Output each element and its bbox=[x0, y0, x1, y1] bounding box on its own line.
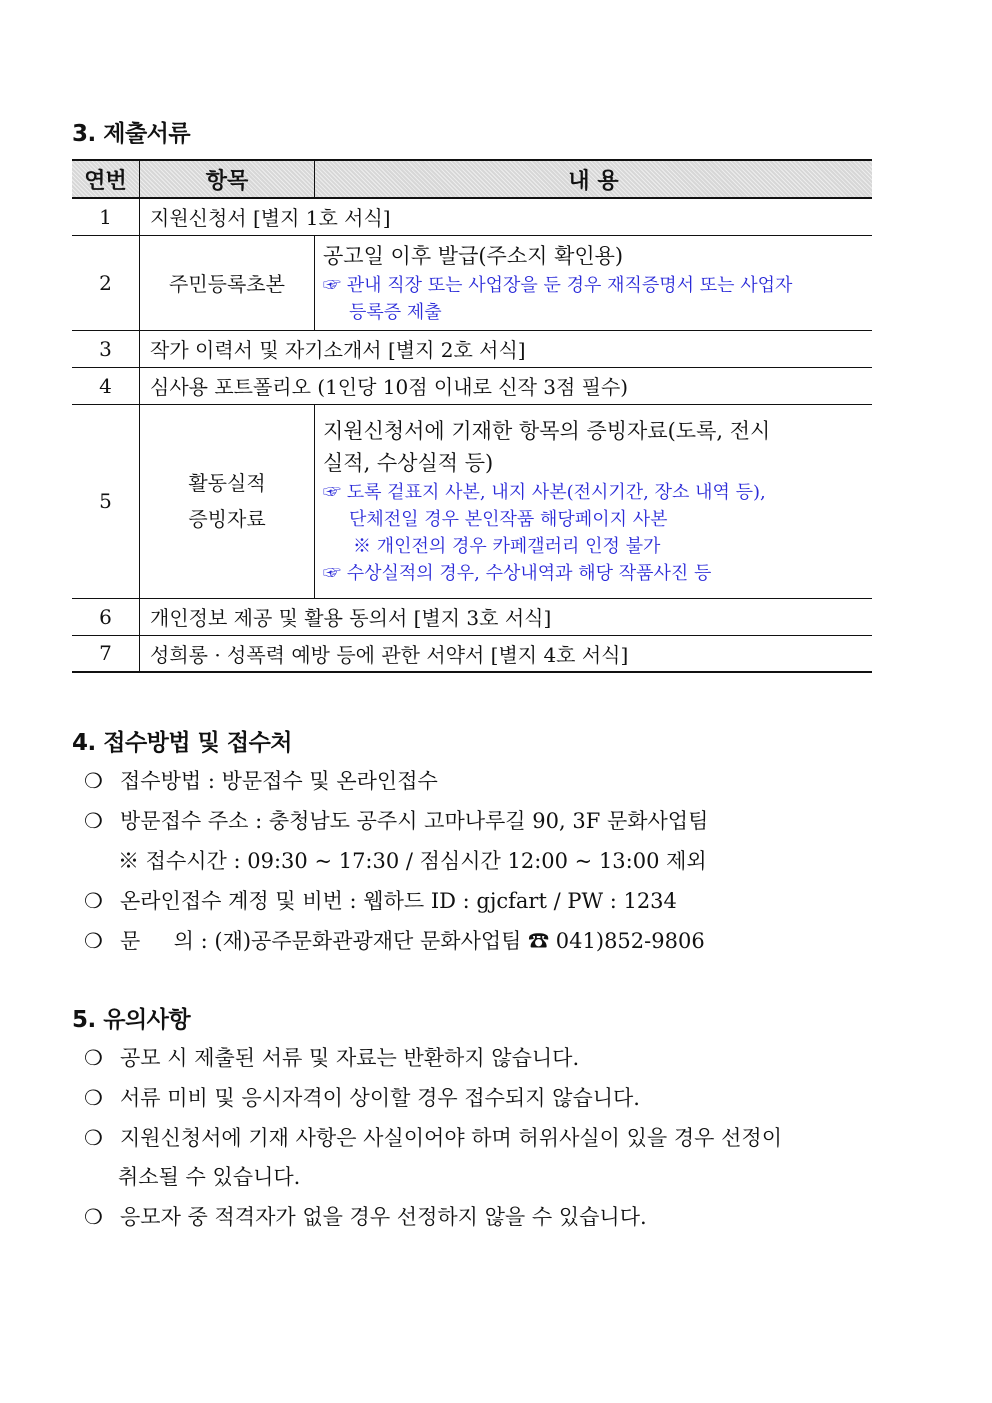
row-number: 2 bbox=[72, 235, 140, 330]
list-item: ❍ 문 의 : (재)공주문화관광재단 문화사업팀 ☎ 041)852-9806 bbox=[84, 929, 705, 953]
row-number: 1 bbox=[72, 198, 140, 235]
table-header-row bbox=[72, 160, 872, 198]
table-row bbox=[72, 235, 872, 330]
row-main-text: 공고일 이후 발급(주소지 확인용) bbox=[323, 243, 624, 268]
bullet-icon: ❍ bbox=[84, 769, 103, 793]
row-text: 지원신청서 [별지 1호 서식] bbox=[140, 198, 873, 235]
row-note: ※ 개인전의 경우 카페갤러리 인정 불가 bbox=[353, 536, 661, 557]
list-item: ❍ 지원신청서에 기재 사항은 사실이어야 하며 허위사실이 있을 경우 선정이 bbox=[84, 1126, 782, 1150]
bullet-icon: ❍ bbox=[84, 1086, 103, 1110]
section-4-title: 4. 접수방법 및 접수처 bbox=[72, 730, 293, 756]
row-item-line: 활동실적 bbox=[188, 471, 266, 495]
row-item-line: 증빙자료 bbox=[188, 507, 266, 531]
row-number: 4 bbox=[72, 367, 140, 404]
bullet-icon: ❍ bbox=[84, 1046, 103, 1070]
list-item: ❍ 서류 미비 및 응시자격이 상이할 경우 접수되지 않습니다. bbox=[84, 1086, 640, 1110]
submission-documents-table bbox=[72, 159, 872, 673]
list-item: ❍ 공모 시 제출된 서류 및 자료는 반환하지 않습니다. bbox=[84, 1046, 580, 1070]
row-note: ☞ 관내 직장 또는 사업장을 둔 경우 재직증명서 또는 사업자 bbox=[323, 274, 793, 296]
list-item: ❍ 접수방법 : 방문접수 및 온라인접수 bbox=[84, 769, 438, 793]
row-note: ☞ 도록 겉표지 사본, 내지 사본(전시기간, 장소 내역 등), bbox=[323, 482, 766, 503]
row-number: 3 bbox=[72, 330, 140, 367]
section-5-title: 5. 유의사항 bbox=[72, 1007, 191, 1033]
list-item-continuation: 취소될 수 있습니다. bbox=[118, 1165, 301, 1189]
bullet-icon: ❍ bbox=[84, 1126, 103, 1150]
row-text: 작가 이력서 및 자기소개서 [별지 2호 서식] bbox=[140, 330, 873, 367]
table-row bbox=[72, 330, 872, 367]
list-item: ❍ 응모자 중 적격자가 없을 경우 선정하지 않을 수 있습니다. bbox=[84, 1205, 647, 1229]
bullet-icon: ❍ bbox=[84, 889, 103, 913]
row-main-text: 지원신청서에 기재한 항목의 증빙자료(도록, 전시 bbox=[323, 419, 771, 443]
reception-hours-note: ※ 접수시간 : 09:30 ~ 17:30 / 점심시간 12:00 ~ 13:00 제외 bbox=[118, 849, 707, 873]
table-row bbox=[72, 404, 872, 598]
section-3-title: 3. 제출서류 bbox=[72, 121, 191, 147]
header-number: 연번 bbox=[72, 160, 140, 198]
row-number: 6 bbox=[72, 598, 140, 635]
row-number: 5 bbox=[72, 404, 140, 598]
list-item: ❍ 온라인접수 계정 및 비번 : 웹하드 ID : gjcfart / PW : 1234 bbox=[84, 889, 677, 913]
row-note: 등록증 제출 bbox=[349, 301, 442, 323]
row-text: 심사용 포트폴리오 (1인당 10점 이내로 신작 3점 필수) bbox=[140, 367, 873, 404]
row-note: ☞ 수상실적의 경우, 수상내역과 해당 작품사진 등 bbox=[323, 563, 712, 584]
bullet-icon: ❍ bbox=[84, 929, 103, 953]
row-text: 성희롱 · 성폭력 예방 등에 관한 서약서 [별지 4호 서식] bbox=[140, 635, 873, 672]
row-note: 단체전일 경우 본인작품 해당페이지 사본 bbox=[349, 509, 668, 530]
table-row bbox=[72, 635, 872, 672]
list-item: ❍ 방문접수 주소 : 충청남도 공주시 고마나루길 90, 3F 문화사업팀 bbox=[84, 809, 709, 833]
table-row bbox=[72, 598, 872, 635]
bullet-icon: ❍ bbox=[84, 1205, 103, 1229]
row-number: 7 bbox=[72, 635, 140, 672]
table-row bbox=[72, 367, 872, 404]
row-main-text: 실적, 수상실적 등) bbox=[323, 451, 494, 475]
row-text: 개인정보 제공 및 활용 동의서 [별지 3호 서식] bbox=[140, 598, 873, 635]
header-item: 항목 bbox=[140, 160, 315, 198]
table-row bbox=[72, 198, 872, 235]
bullet-icon: ❍ bbox=[84, 809, 103, 833]
header-content: 내 용 bbox=[315, 160, 873, 198]
row-item: 주민등록초본 bbox=[140, 235, 315, 330]
